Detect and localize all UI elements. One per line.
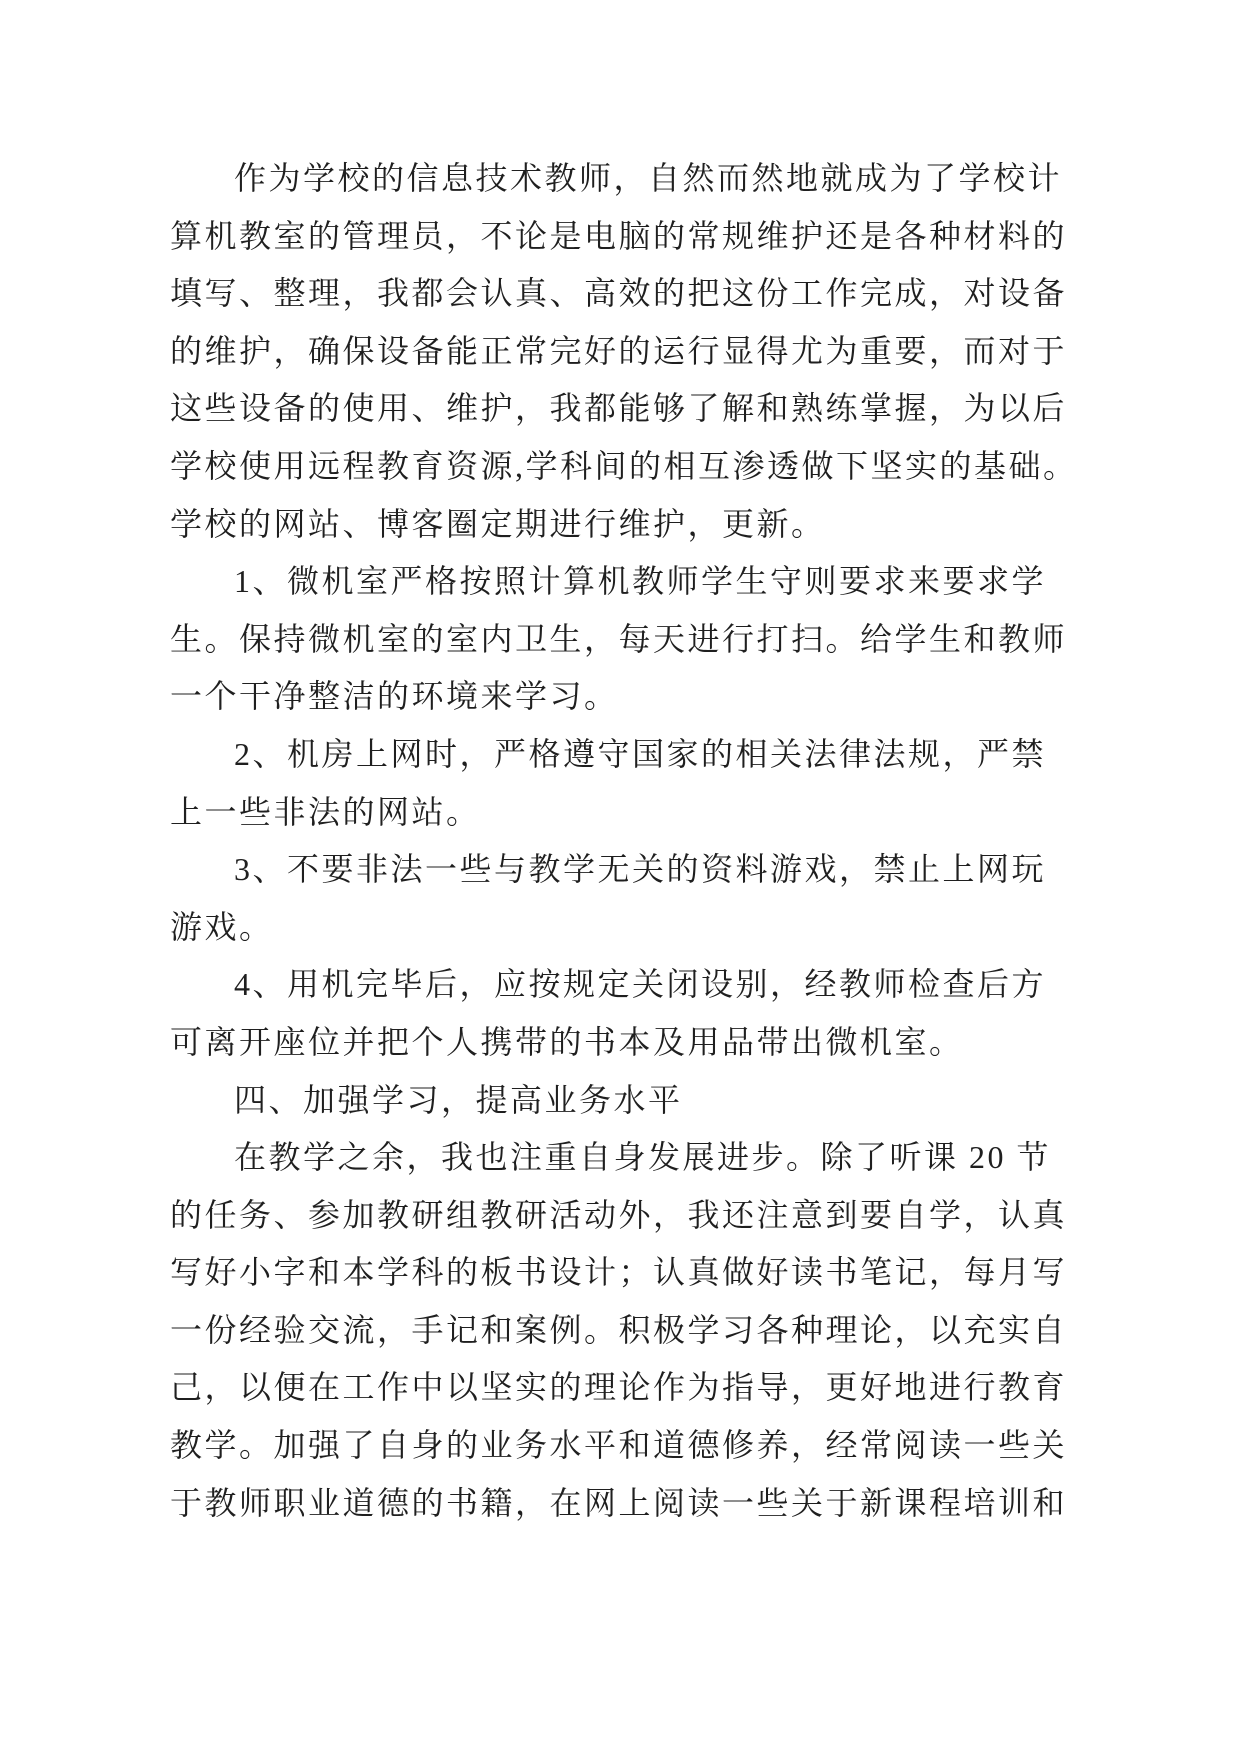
text-line: 生。保持微机室的室内卫生，每天进行打扫。给学生和教师 <box>170 620 1068 657</box>
text-line: 这些设备的使用、维护，我都能够了解和熟练掌握，为以后 <box>170 390 1068 427</box>
text-line: 一个干净整洁的环境来学习。 <box>170 678 619 715</box>
text-line: 的维护，确保设备能正常完好的运行显得尤为重要，而对于 <box>170 332 1068 369</box>
text-line: 游戏。 <box>170 908 274 945</box>
text-line: 在教学之余，我也注重自身发展进步。除了听课 20 节 <box>234 1139 1052 1176</box>
text-line: 教学。加强了自身的业务水平和道德修养，经常阅读一些关 <box>170 1427 1068 1464</box>
text-line: 2、机房上网时，严格遵守国家的相关法律法规，严禁 <box>234 735 1047 772</box>
text-line: 己，以便在工作中以坚实的理论作为指导，更好地进行教育 <box>170 1369 1068 1406</box>
text-line: 学校的网站、博客圈定期进行维护，更新。 <box>170 505 826 542</box>
text-line: 四、加强学习，提高业务水平 <box>234 1081 683 1118</box>
text-line: 填写、整理，我都会认真、高效的把这份工作完成，对设备 <box>170 275 1068 312</box>
text-line: 上一些非法的网站。 <box>170 793 481 830</box>
text-line: 1、微机室严格按照计算机教师学生守则要求来要求学 <box>234 563 1047 600</box>
text-line: 算机教室的管理员，不论是电脑的常规维护还是各种材料的 <box>170 217 1068 254</box>
text-line: 学校使用远程教育资源,学科间的相互渗透做下坚实的基础。 <box>170 447 1078 484</box>
text-line: 一份经验交流，手记和案例。积极学习各种理论，以充实自 <box>170 1311 1068 1348</box>
text-line: 的任务、参加教研组教研活动外，我还注意到要自学，认真 <box>170 1196 1068 1233</box>
text-line: 写好小字和本学科的板书设计；认真做好读书笔记，每月写 <box>170 1254 1068 1291</box>
document-text <box>170 150 1115 1532</box>
text-line: 4、用机完毕后，应按规定关闭设别，经教师检查后方 <box>234 966 1047 1003</box>
text-line: 于教师职业道德的书籍，在网上阅读一些关于新课程培训和 <box>170 1484 1068 1521</box>
text-line: 可离开座位并把个人携带的书本及用品带出微机室。 <box>170 1023 964 1060</box>
text-line: 3、不要非法一些与教学无关的资料游戏，禁止上网玩 <box>234 851 1047 888</box>
text-line: 作为学校的信息技术教师，自然而然地就成为了学校计 <box>234 160 1063 196</box>
